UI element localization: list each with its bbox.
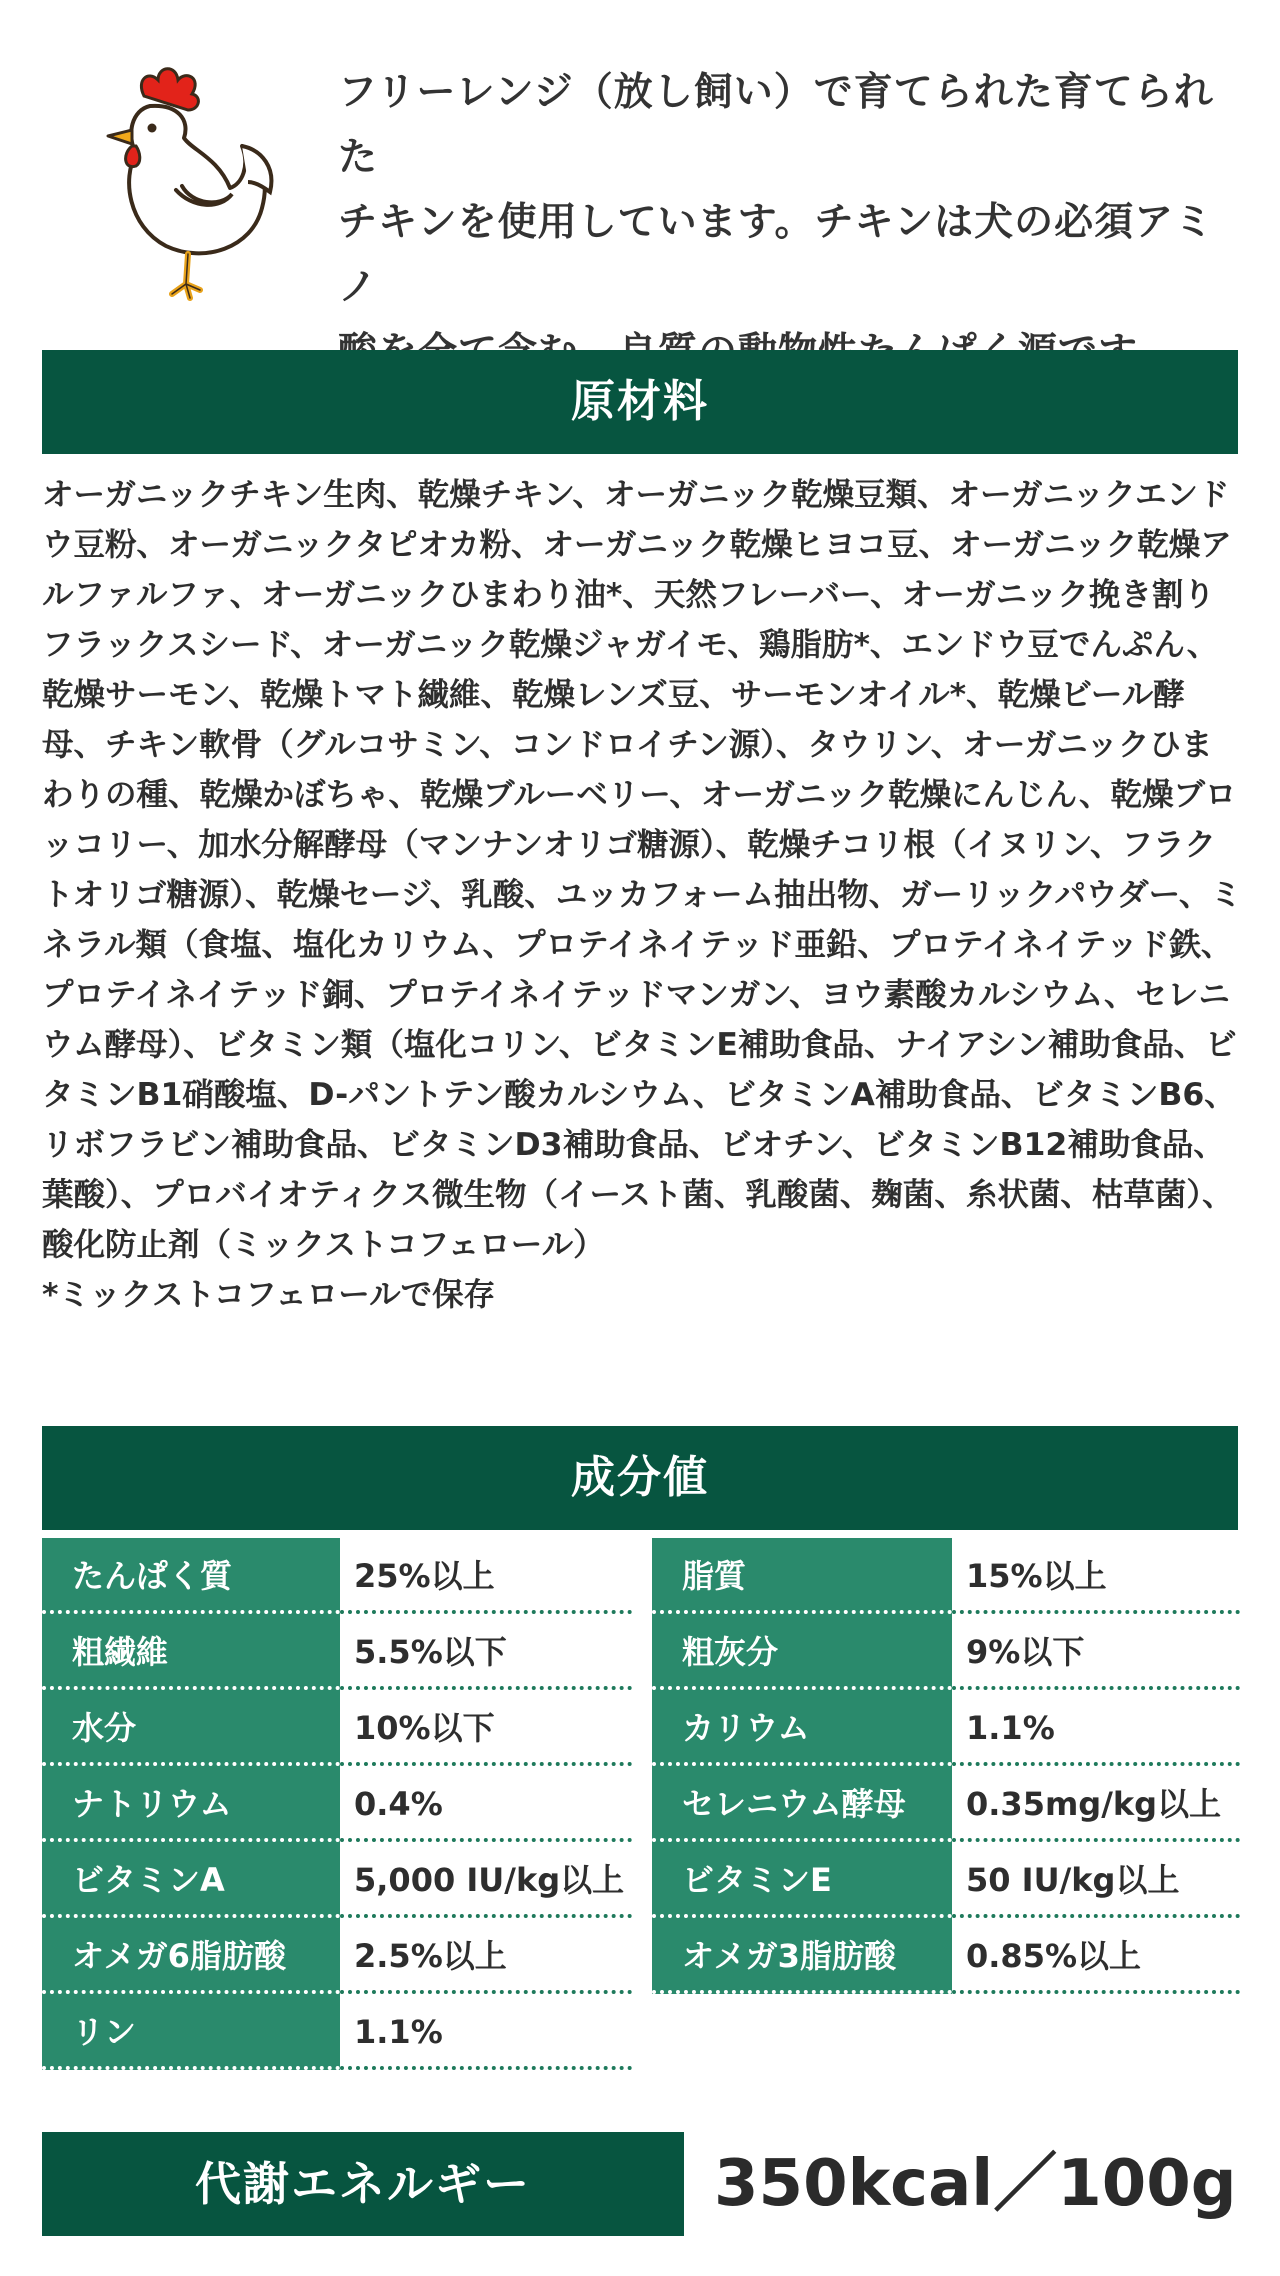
table-row <box>42 1614 632 1690</box>
ingredients-note: *ミックストコフェロールで保存 <box>42 1277 496 1313</box>
table-row <box>652 1538 1240 1614</box>
nutrient-label: 脂質 <box>652 1538 952 1614</box>
table-row <box>652 1690 1240 1766</box>
table-row <box>652 1614 1240 1690</box>
table-row <box>42 1918 632 1994</box>
nutrient-value: 0.85%以上 <box>952 1918 1240 1994</box>
nutrient-label: ビタミンA <box>42 1842 340 1918</box>
intro-section <box>0 0 1280 310</box>
nutrient-value: 25%以上 <box>340 1538 632 1614</box>
analysis-table-left <box>42 1538 632 2070</box>
nutrient-value: 5.5%以下 <box>340 1614 632 1690</box>
nutrient-label: オメガ6脂肪酸 <box>42 1918 340 1994</box>
nutrient-value: 1.1% <box>952 1690 1240 1766</box>
chicken-icon <box>92 58 282 303</box>
nutrient-value: 0.35mg/kg以上 <box>952 1766 1240 1842</box>
table-row <box>42 1690 632 1766</box>
nutrient-value: 10%以下 <box>340 1690 632 1766</box>
intro-line: フリーレンジ（放し飼い）で育てられた育てられた <box>338 70 1214 180</box>
nutrient-label: セレニウム酵母 <box>652 1766 952 1842</box>
nutrient-label: 粗灰分 <box>652 1614 952 1690</box>
ingredients-text: オーガニックチキン生肉、乾燥チキン、オーガニック乾燥豆類、オーガニックエンドウ豆粉、オーガニックタピオカ粉、オーガニック乾燥ヒヨコ豆、オーガニック乾燥アルファルファ、オーガニックひまわり油*、天然フレーバー、オーガニック挽き割りフラックスシード、オーガニック乾燥ジャガイモ、鶏脂肪*、エンドウ豆でんぷん、乾燥サーモン、乾燥トマト繊維、乾燥レンズ豆、サーモンオイル*、乾燥ビール酵母、チキン軟骨（グルコサミン、コンドロイチン源）、タウリン、オーガニックひまわりの種、乾燥かぼちゃ、乾燥ブルーベリー、オーガニック乾燥にんじん、乾燥ブロッコリー、加水分解酵母（マンナンオリゴ糖源）、乾燥チコリ根（イヌリン、フラクトオリゴ糖源）、乾燥セージ、乳酸、ユッカフォーム抽出物、ガーリックパウダー、ミネラル類（食塩、塩化カリウム、プロテイネイテッド亜鉛、プロテイネイテッド鉄、プロテイネイテッド銅、プロテイネイテッドマンガン、ヨウ素酸カルシウム、セレニウム酵母）、ビタミン類（塩化コリン、ビタミンE補助食品、ナイアシン補助食品、ビタミンB1硝酸塩、D-パントテン酸カルシウム、ビタミンA補助食品、ビタミンB6、リボフラビン補助食品、ビタミンD3補助食品、ビオチン、ビタミンB12補助食品、葉酸）、プロバイオティクス微生物（イースト菌、乳酸菌、麹菌、糸状菌、枯草菌）、酸化防止剤（ミックストコフェロール） <box>42 477 1242 1263</box>
nutrient-label: ナトリウム <box>42 1766 340 1842</box>
table-row <box>42 1994 632 2070</box>
intro-line: チキンを使用しています。チキンは犬の必須アミノ <box>338 200 1215 310</box>
nutrient-value: 0.4% <box>340 1766 632 1842</box>
energy-label: 代謝エネルギー <box>42 2132 684 2236</box>
nutrient-value: 5,000 IU/kg以上 <box>340 1842 632 1918</box>
table-row <box>652 1766 1240 1842</box>
ingredients-heading: 原材料 <box>42 350 1238 454</box>
analysis-heading: 成分値 <box>42 1426 1238 1530</box>
table-row <box>652 1918 1240 1994</box>
nutrient-label: リン <box>42 1994 340 2070</box>
nutrient-value: 9%以下 <box>952 1614 1240 1690</box>
ingredients-section <box>42 470 1242 1320</box>
table-row <box>42 1842 632 1918</box>
nutrient-label: 水分 <box>42 1690 340 1766</box>
analysis-table-right <box>652 1538 1240 1994</box>
table-row <box>42 1766 632 1842</box>
nutrient-value: 2.5%以上 <box>340 1918 632 1994</box>
nutrient-label: カリウム <box>652 1690 952 1766</box>
nutrient-label: オメガ3脂肪酸 <box>652 1918 952 1994</box>
nutrient-value: 15%以上 <box>952 1538 1240 1614</box>
energy-value: 350kcal／100g <box>714 2147 1237 2221</box>
table-row <box>42 1538 632 1614</box>
nutrient-label: たんぱく質 <box>42 1538 340 1614</box>
nutrient-value: 50 IU/kg以上 <box>952 1842 1240 1918</box>
nutrient-label: ビタミンE <box>652 1842 952 1918</box>
intro-text <box>338 60 1238 385</box>
nutrient-value: 1.1% <box>340 1994 632 2070</box>
nutrient-label: 粗繊維 <box>42 1614 340 1690</box>
table-row <box>652 1842 1240 1918</box>
